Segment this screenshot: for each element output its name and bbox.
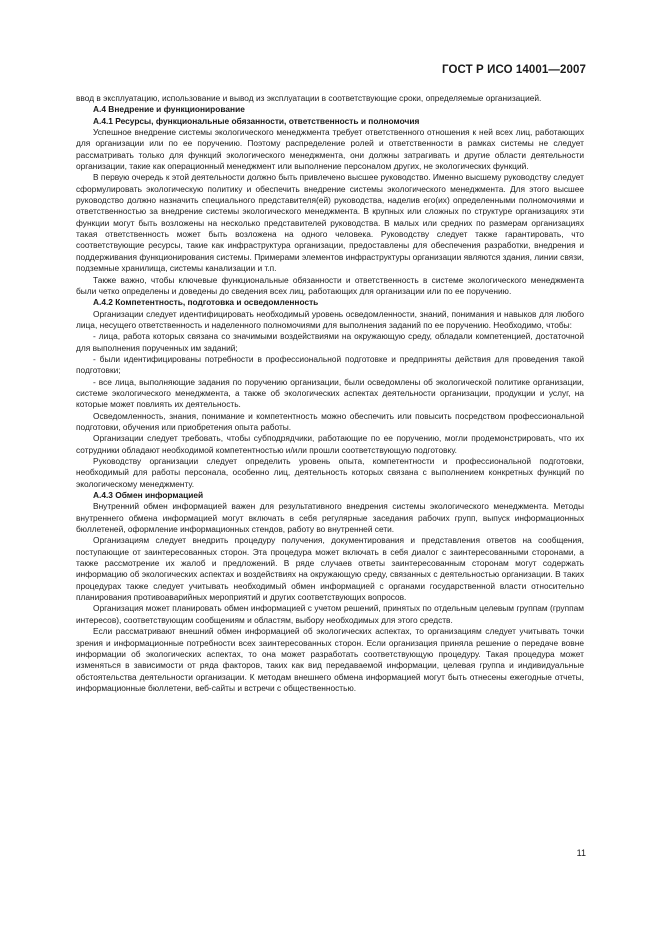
paragraph: Организации следует идентифицировать необходимый уровень осведомленности, знаний, понимания и навыков для любого лица, несущего ответственность и наделенного полномочиями для выполнения заданий по ее поручению. Необходимо, чтобы: <box>76 308 584 330</box>
document-code-header: ГОСТ Р ИСО 14001—2007 <box>441 64 586 76</box>
paragraph: В первую очередь к этой деятельности должно быть привлечено высшее руководство. Именно высшему руководству следует сформулировать экологическую политику и обеспечить внедрение системы экологического менеджмента. Для этого высшее руководство должно назначить специального представителя(ей) руководства, наделив его(их) определенными полномочиями и ответственностью за внедрение системы экологического менеджмента. В крупных или сложных по структуре организациях эти функции могут быть возложены на несколько представителей руководства. В малых или средних по размерам организациях такая ответственность может быть возложена на одного человека. Руководству следует также гарантировать, что соответствующие ресурсы, такие как инфраструктура организации, предоставлены для обеспечения разработки, внедрения и поддерживания функционирования системы. Примерами элементов инфраструктуры организации являются здания, линии связи, подземные хранилища, системы канализации и т.п. <box>76 172 584 274</box>
paragraph: Организациям следует внедрить процедуру получения, документирования и представления ответов на сообщения, поступающие от заинтересованных сторон. Эта процедура может включать в себя диалог с заинтересованными сторонами, а также рассмотрение их жалоб и предложений. В ряде случаев ответы заинтересованным сторонам могут содержать информацию об экологических аспектах и воздействиях на окружающую среду, связанных с деятельностью организации. В таких процедурах также следует учитывать необходимый обмен информацией с органами государственной власти относительно планирования противоаварийных мероприятий и других соответствующих вопросов. <box>76 535 584 603</box>
paragraph: Успешное внедрение системы экологического менеджмента требует ответственного отношения к ней всех лиц, работающих для организации или по ее поручению. Поэтому распределение ролей и ответственности в рамках системы не следует рассматривать только для функций экологического менеджмента, они должны затрагивать и другие области деятельности организации, такие как операционный менеджмент или выполнение персоналом других, не экологических функций. <box>76 127 584 172</box>
paragraph: Осведомленность, знания, понимание и компетентность можно обеспечить или повысить посредством профессиональной подготовки, обучения или приобретения опыта работы. <box>76 410 584 432</box>
list-item: - были идентифицированы потребности в профессиональной подготовке и предприняты действия для проведения такой подготовки; <box>76 353 584 376</box>
list-item: - все лица, выполняющие задания по поручению организации, были осведомлены об экологической политике организации, системе экологического менеджмента, а также об экологических аспектах деятельности организации, продукции и услуг, на которые может повлиять их деятельность. <box>76 376 584 410</box>
subsection-heading: А.4.3 Обмен информацией <box>93 490 204 501</box>
list-item: - лица, работа которых связана со значимыми воздействиями на окружающую среду, обладали компетенцией, достаточной для выполнения порученных им заданий; <box>76 331 584 353</box>
paragraph: Организации следует требовать, чтобы субподрядчики, работающие по ее поручению, могли продемонстрировать, что их сотрудники обладают необходимой компетентностью и/или прошли соответствующую подготовку. <box>76 433 584 455</box>
paragraph: Если рассматривают внешний обмен информацией об экологических аспектах, то организациям следует учитывать точки зрения и информационные потребности всех заинтересованных сторон. Если организация приняла решение о передаче вовне информации об экологических аспектах, то она может разработать соответствующую процедуру. Такая процедура может изменяться в зависимости от ряда факторов, таких как вид передаваемой информации, целевая группа и индивидуальные обстоятельства деятельности организации. К методам внешнего обмена информацией могут быть отнесены ежегодные отчеты, информационные бюллетени, веб-сайты и встречи с общественностью. <box>76 626 584 693</box>
subsection-heading: А.4.2 Компетентность, подготовка и осведомленность <box>93 297 319 308</box>
paragraph: Внутренний обмен информацией важен для результативного внедрения системы экологического менеджмента. Методы внутреннего обмена информацией могут включать в себя регулярные заседания рабочих групп, выпуск информационных бюллетеней, оформление информационных стендов, работу во внутренней сети. <box>76 501 584 535</box>
subsection-heading: А.4.1 Ресурсы, функциональные обязанности, ответственность и полномочия <box>93 115 420 126</box>
paragraph: ввод в эксплуатацию, использование и вывод из эксплуатации в соответствующие сроки, определяемые организацией. <box>76 93 542 103</box>
paragraph: Руководству организации следует определить уровень опыта, компетентности и профессиональной подготовки, необходимый для работы персонала, особенно лиц, деятельность которых связана с выполнением конкретных функций по экологическому менеджменту. <box>76 456 584 489</box>
paragraph: Также важно, чтобы ключевые функциональные обязанности и ответственность в системе экологического менеджмента были четко определены и доведены до сведения всех лиц, работающих для организации или по ее поручению. <box>76 274 584 296</box>
document-body <box>76 93 584 694</box>
section-heading: А.4 Внедрение и функционирование <box>93 104 245 115</box>
page-number: 11 <box>576 848 586 858</box>
paragraph: Организация может планировать обмен информацией с учетом решений, принятых по отдельным целевым группам (группам интересов), соответствующим сообщениям и областям, выбору необходимых для этого средств. <box>76 603 584 625</box>
